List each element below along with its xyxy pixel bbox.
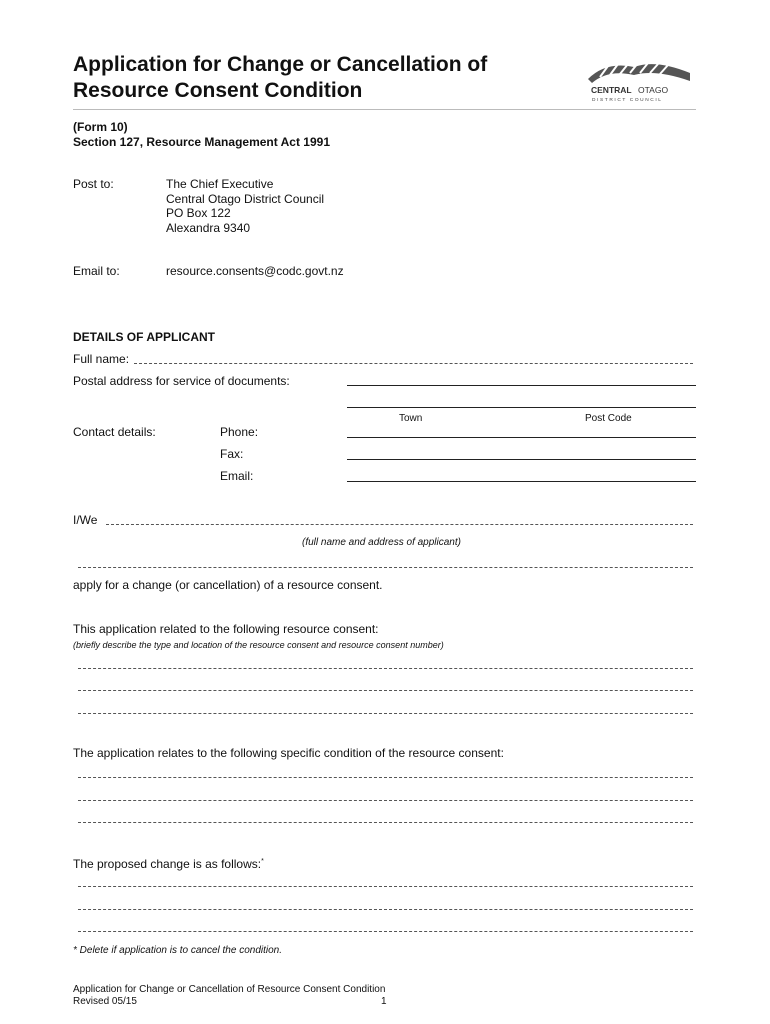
postal-address-label: Postal address for service of documents: [73,374,290,388]
postcode-label: Post Code [585,413,632,424]
phone-label: Phone: [220,425,259,439]
post-address-line-4: Alexandra 9340 [166,221,251,235]
proposed-text [73,855,264,871]
form-number: (Form 10) [73,120,128,134]
contact-details-label: Contact details: [73,425,156,439]
council-logo [586,57,696,103]
email-address: resource.consents@codc.govt.nz [166,264,344,278]
email-to-label: Email to: [73,264,120,278]
footer-doc-title: Application for Change or Cancellation of Resource Consent Condition [73,984,386,995]
condition-field-2[interactable] [78,800,693,801]
iwe-label: I/We [73,513,98,527]
full-name-field[interactable] [134,363,693,364]
page-title [73,52,487,104]
iwe-address-field[interactable] [78,567,693,568]
consent-field-1[interactable] [78,668,693,669]
title-line-1: Application for Change or Cancellation of [73,53,488,76]
town-label: Town [399,413,423,424]
footer-page-number: 1 [381,996,387,1007]
title-line-2: Resource Consent Condition [73,79,363,102]
phone-field[interactable] [347,437,696,438]
post-address-line-2: Central Otago District Council [166,192,325,206]
consent-text: This application related to the following resource consent: [73,622,379,636]
condition-field-1[interactable] [78,777,693,778]
post-to-label: Post to: [73,177,114,191]
post-address-line-3: PO Box 122 [166,206,231,220]
applicant-heading: DETAILS OF APPLICANT [73,330,215,344]
postal-address-field-2[interactable] [347,407,696,408]
email-label: Email: [220,469,254,483]
proposed-field-1[interactable] [78,886,693,887]
footer-revised: Revised 05/15 [73,996,137,1007]
form-section: Section 127, Resource Management Act 1991 [73,135,330,149]
iwe-hint: (full name and address of applicant) [302,537,461,548]
consent-hint: (briefly describe the type and location of the resource consent and resource consent number) [73,640,444,650]
consent-field-2[interactable] [78,690,693,691]
header-divider [73,109,696,110]
apply-text: apply for a change (or cancellation) of a resource consent. [73,578,383,592]
mountain-logo-icon [586,57,696,103]
logo-subtitle: DISTRICT COUNCIL [592,98,663,103]
proposed-field-2[interactable] [78,909,693,910]
iwe-name-field[interactable] [106,524,693,525]
logo-word-1: CENTRAL [591,85,632,95]
post-address-line-1: The Chief Executive [166,177,274,191]
condition-field-3[interactable] [78,822,693,823]
email-field[interactable] [347,481,696,482]
footnote: * Delete if application is to cancel the condition. [73,945,283,956]
fax-label: Fax: [220,447,244,461]
consent-field-3[interactable] [78,713,693,714]
proposed-field-3[interactable] [78,931,693,932]
condition-text: The application relates to the following specific condition of the resource consent: [73,746,504,760]
full-name-label: Full name: [73,352,130,366]
logo-word-2: OTAGO [638,85,669,95]
proposed-text-label: The proposed change is as follows: [73,857,262,871]
fax-field[interactable] [347,459,696,460]
postal-address-field-1[interactable] [347,385,696,386]
proposed-marker: * [261,858,264,865]
